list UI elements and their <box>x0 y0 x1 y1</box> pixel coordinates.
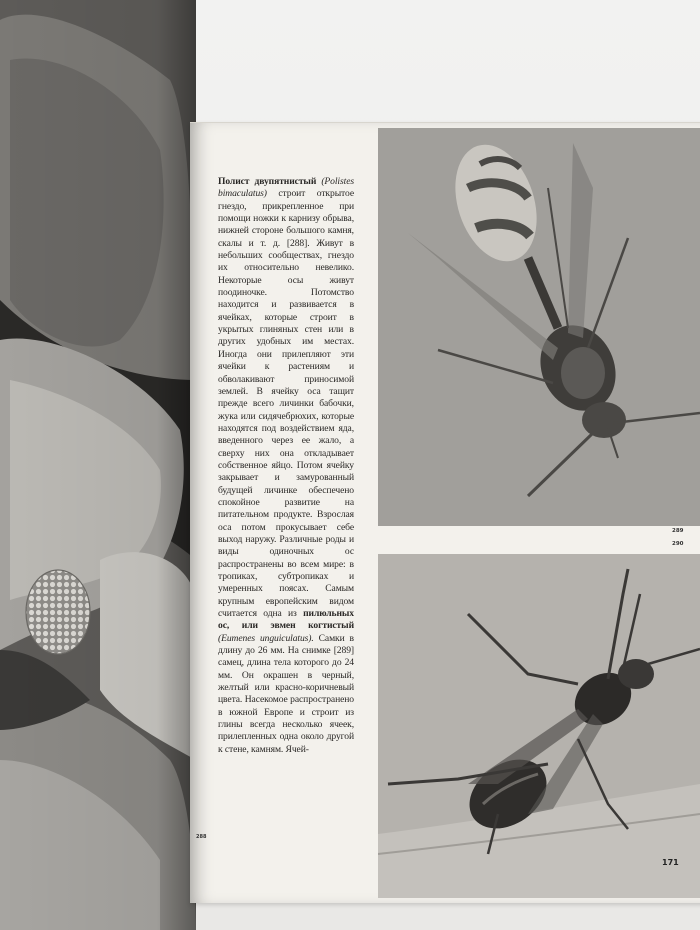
left-page-number: 288 <box>196 834 207 840</box>
wasp-illustration <box>378 128 700 526</box>
species-name-polistes: Полист двупятнистый <box>218 176 322 187</box>
species-name-eumenes: пилюльных ос, или эвмен когтистый <box>218 608 354 632</box>
stone-nest-photo <box>0 0 196 930</box>
photo-paper-wasp <box>378 128 700 526</box>
left-page-photo <box>0 0 196 930</box>
photo-number-290: 290 <box>672 541 684 547</box>
body-paragraph-1: строит открытое гнездо, прикрепленное при помощи ножки к карнизу обрыва, нижней стороне большого камня, скалы и т. д. [288]. Живут в небольших сообществах, гнездо их относительно невелико. Некоторые осы живут поодиночке. Потомство находится и развивается в ячейках, которые строит в укрытых глиняных стен или в других удобных им местах. Иногда они прилепляют эти ячейки к растениям и обволакивают приносимой землей. В ячейку оса тащит прежде всего личинки бабочки, жука или сидячебрюхих, которые находятся под воздействием яда, введенного через ее жало, а сверху них она откладывает собственное яйцо. Потом ячейку закрывает и замурованный будущей личинке обеспечено спокойное развитие на питательном продукте. Взрослая оса потом прокусывает себе выход наружу. Различные роды и виды одиночных ос распространены во всем мире: в тропиках, субтропиках и умеренных поясах. Самым крупным европейским видом считается одна из <box>218 188 354 620</box>
article-text-column <box>218 176 354 756</box>
right-page-number: 171 <box>662 858 679 867</box>
latin-name-eumenes: (Eumenes unguiculatus). <box>218 632 319 644</box>
body-paragraph-2: Самки в длину до 26 мм. На снимке [289] самец, длина тела которого до 24 мм. Он окрашен в черный, желтый или красно-коричневый цвета. Насекомое распространено в южной Европе и строит из глины всегда несколько ячеек, прилепленных одна около другой к стене, камням. Ячей- <box>218 632 354 755</box>
photo-number-289: 289 <box>672 528 684 534</box>
photo-potter-wasp <box>378 554 700 898</box>
latin-name-polistes: (Polistes bimaculatus) <box>218 176 354 200</box>
potter-wasp-illustration <box>378 554 700 898</box>
